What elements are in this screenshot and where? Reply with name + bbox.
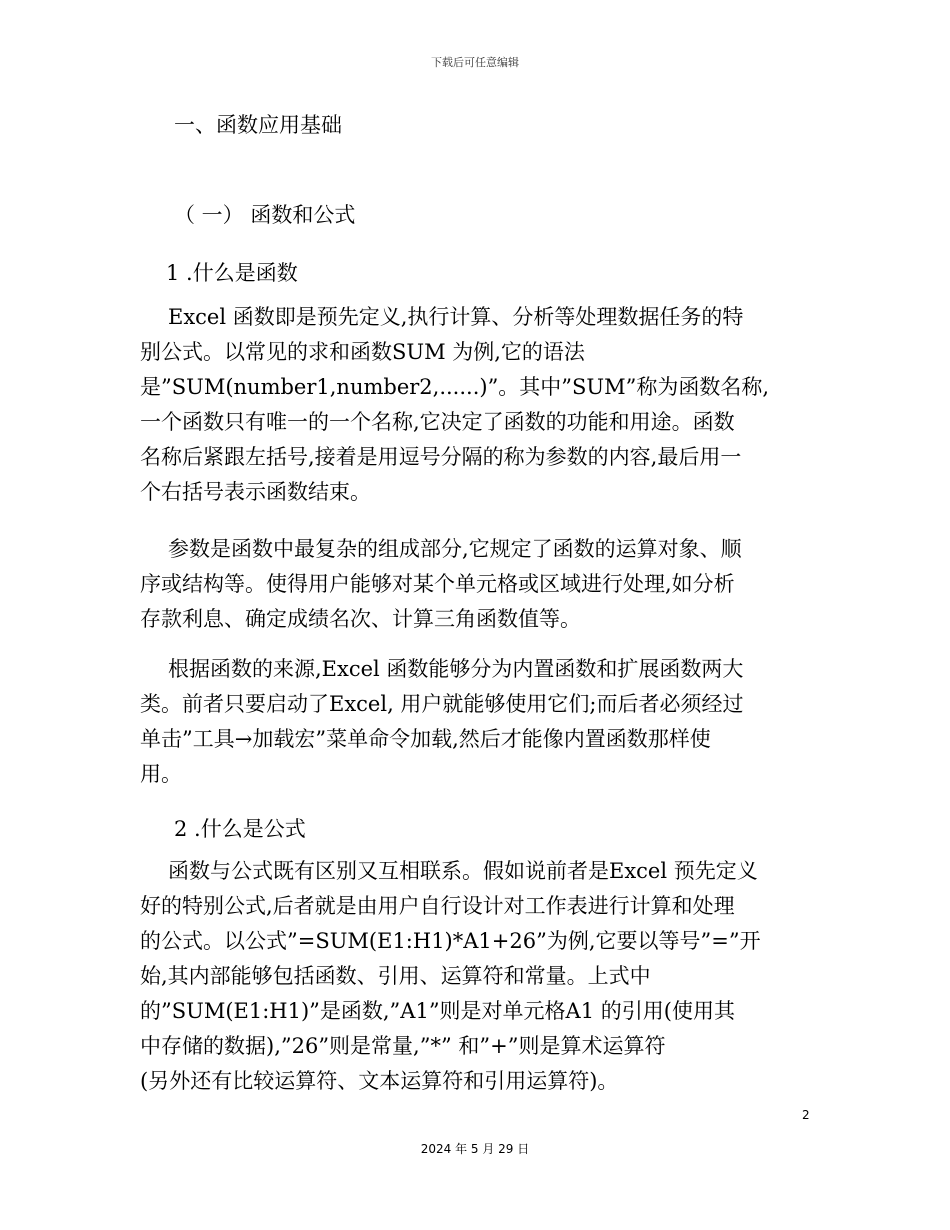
paragraph-arguments [140, 532, 820, 637]
item-heading-functions: 1 .什么是函数 [166, 261, 298, 285]
page-number: 2 [802, 1108, 810, 1122]
text-line: 函数与公式既有区别又互相联系。假如说前者是Excel 预先定义 [168, 859, 758, 883]
paragraph-function-sources [140, 652, 820, 792]
text-line: 序或结构等。使得用户能够对某个单元格或区域进行处理,如分析 [140, 572, 735, 596]
text-line: 根据函数的来源,Excel 函数能够分为内置函数和扩展函数两大 [168, 657, 744, 681]
page-footer-date: 2024 年 5 月 29 日 [420, 1142, 530, 1156]
text-line: 好的特别公式,后者就是由用户自行设计对工作表进行计算和处理 [140, 894, 735, 918]
text-line: 类。前者只要启动了Excel, 用户就能够使用它们;而后者必须经过 [140, 692, 744, 716]
text-line: 名称后紧跟左括号,接着是用逗号分隔的称为参数的内容,最后用一 [140, 445, 742, 469]
text-line: 用。 [140, 762, 182, 786]
text-line: 始,其内部能够包括函数、引用、运算符和常量。上式中 [140, 964, 651, 988]
section-heading: 一、函数应用基础 [174, 113, 342, 137]
page-header: 下载后可任意编辑 [431, 56, 519, 69]
text-line: (另外还有比较运算符、文本运算符和引用运算符)。 [140, 1069, 619, 1093]
text-line: 的公式。以公式”=SUM(E1:H1)*A1+26”为例,它要以等号”=”开 [140, 929, 761, 953]
text-line: 存款利息、确定成绩名次、计算三角函数值等。 [140, 607, 581, 631]
subsection-heading: （ 一） 函数和公式 [174, 203, 356, 227]
item-heading-formulas: 2 .什么是公式 [174, 817, 306, 841]
paragraph-function-definition [140, 300, 820, 510]
text-line: 别公式。以常见的求和函数SUM 为例,它的语法 [140, 340, 585, 364]
text-line: 的”SUM(E1:H1)”是函数,”A1”则是对单元格A1 的引用(使用其 [140, 999, 735, 1023]
text-line: 中存储的数据),”26”则是常量,”*” 和”+”则是算术运算符 [140, 1034, 666, 1058]
text-line: 单击”工具→加载宏”菜单命令加载,然后才能像内置函数那样使 [140, 727, 711, 751]
text-line: 一个函数只有唯一的一个名称,它决定了函数的功能和用途。函数 [140, 410, 735, 434]
text-line: 个右括号表示函数结束。 [140, 480, 371, 504]
paragraph-formulas [140, 854, 820, 1099]
text-line: 是”SUM(number1,number2,......)”。其中”SUM”称为函数名称, [140, 375, 770, 399]
text-line: Excel 函数即是预先定义,执行计算、分析等处理数据任务的特 [168, 305, 744, 329]
text-line: 参数是函数中最复杂的组成部分,它规定了函数的运算对象、顺 [168, 537, 742, 561]
